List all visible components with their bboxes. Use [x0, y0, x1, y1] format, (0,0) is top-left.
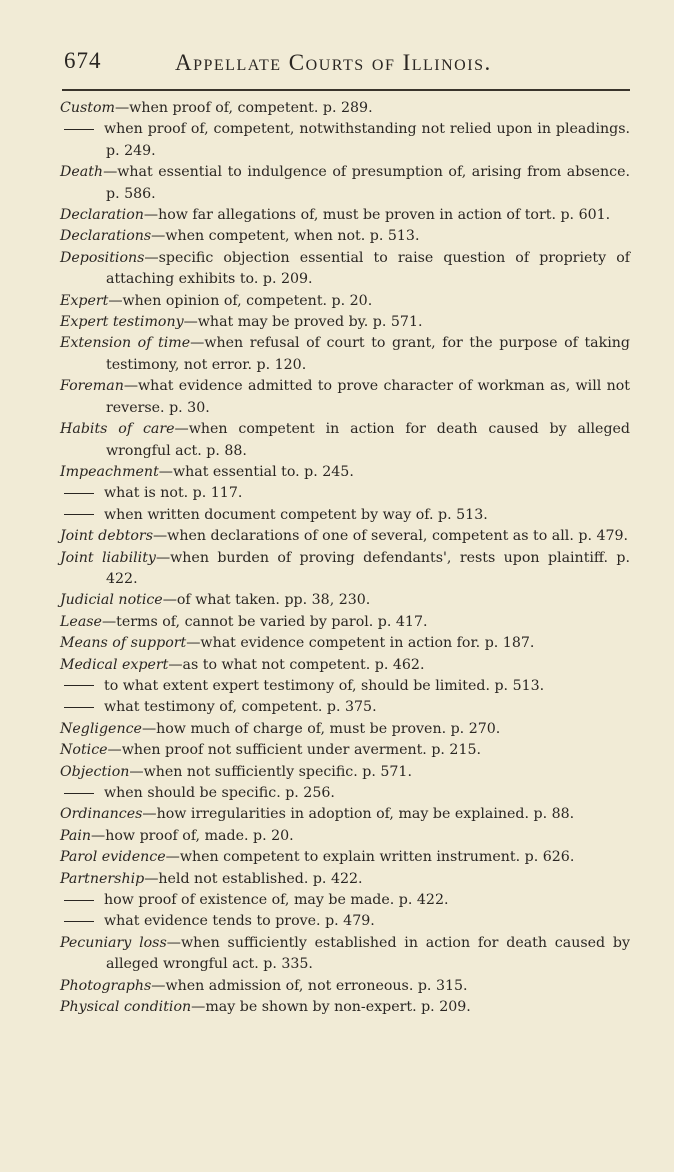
- entry-text: —when not sufficiently specific. p. 571.: [129, 763, 412, 780]
- index-entry: [60, 633, 630, 654]
- entry-term: Negligence: [60, 720, 142, 737]
- entry-text: —when proof of, competent. p. 289.: [114, 100, 373, 116]
- index-entry: [60, 333, 630, 376]
- entry-term: Lease: [60, 613, 102, 630]
- entry-term: Photographs: [60, 977, 152, 994]
- entry-term: Notice: [60, 742, 108, 759]
- entry-text: —how irregularities in adoption of, may be explained. p. 88.: [142, 806, 575, 823]
- entry-text: —when declarations of one of several, competent as to all. p. 479.: [152, 528, 629, 545]
- entry-text: —what may be proved by. p. 571.: [183, 314, 423, 331]
- entry-term: Means of support: [60, 635, 187, 652]
- entry-term: Expert: [60, 292, 109, 309]
- running-head: Appellate Courts of Illinois.: [175, 50, 492, 75]
- entry-term: Joint debtors: [60, 528, 153, 545]
- entry-term: Impeachment: [60, 463, 159, 480]
- repeat-dash: [64, 514, 94, 515]
- entry-text: —specific objection essential to raise question of propriety of attaching exhibits to. p. 209.: [106, 249, 630, 288]
- entry-text: what evidence tends to prove. p. 479.: [104, 913, 375, 930]
- index-entry: [60, 419, 630, 462]
- entry-text: —how far allegations of, must be proven in action of tort. p. 601.: [143, 207, 611, 224]
- entry-term: Medical expert: [60, 656, 169, 673]
- entry-term: Declaration: [60, 207, 144, 224]
- index-subentry: [60, 119, 630, 162]
- entry-term: Partnership: [60, 870, 145, 887]
- entry-text: —when competent, when not. p. 513.: [151, 228, 420, 245]
- entry-term: Custom: [60, 100, 115, 116]
- entry-text: —when admission of, not erroneous. p. 315.: [151, 977, 468, 994]
- entry-term: Habits of care: [60, 421, 175, 438]
- index-entry: [60, 462, 630, 483]
- entry-text: —of what taken. pp. 38, 230.: [162, 592, 371, 609]
- entry-text: —what evidence admitted to prove character of workman as, will not reverse. p. 30.: [106, 378, 630, 416]
- entry-text: —when proof not sufficient under averment. p. 215.: [107, 742, 482, 759]
- entry-term: Ordinances: [60, 806, 143, 823]
- page-number: 674: [64, 48, 102, 73]
- entry-term: Objection: [60, 763, 130, 780]
- repeat-dash: [64, 685, 94, 686]
- repeat-dash: [64, 793, 94, 794]
- entry-text: —what evidence competent in action for. p. 187.: [186, 635, 535, 652]
- entry-term: Judicial notice: [60, 592, 163, 609]
- entry-term: Joint liability: [60, 549, 156, 566]
- index-entry: [60, 719, 630, 740]
- index-entry: [60, 762, 630, 783]
- index-entry: [60, 526, 630, 547]
- entry-term: Declarations: [60, 228, 152, 245]
- entry-text: —as to what not competent. p. 462.: [168, 656, 425, 673]
- index-entry: [60, 205, 630, 226]
- entry-term: Pecuniary loss: [60, 934, 167, 951]
- index-subentry: [60, 505, 630, 526]
- index-subentry: [60, 911, 630, 932]
- index-entry: [60, 98, 630, 119]
- index-entry: [60, 655, 630, 676]
- entry-text: what testimony of, competent. p. 375.: [104, 699, 377, 716]
- entry-text: —what essential to. p. 245.: [158, 463, 354, 480]
- entry-text: what is not. p. 117.: [104, 485, 243, 502]
- index-entries: [60, 98, 630, 1018]
- entry-text: —may be shown by non-expert. p. 209.: [191, 999, 471, 1016]
- page-header: [64, 48, 624, 78]
- index-entry: [60, 548, 630, 591]
- header-rule: [62, 89, 630, 91]
- index-entry: [60, 226, 630, 247]
- index-entry: [60, 847, 630, 868]
- entry-term: Depositions: [60, 249, 145, 266]
- entry-text: —when competent in action for death caused by alleged wrongful act. p. 88.: [106, 421, 631, 459]
- entry-term: Extension of time: [60, 335, 191, 352]
- entry-term: Parol evidence: [60, 849, 166, 866]
- index-entry: [60, 826, 630, 847]
- entry-text: how proof of existence of, may be made. p. 422.: [104, 892, 449, 909]
- index-subentry: [60, 676, 630, 697]
- entry-text: to what extent expert testimony of, should be limited. p. 513.: [104, 677, 545, 694]
- entry-text: —how much of charge of, must be proven. p. 270.: [141, 720, 501, 737]
- index-entry: [60, 740, 630, 761]
- index-entry: [60, 804, 630, 825]
- entry-term: Foreman: [60, 378, 124, 395]
- index-entry: [60, 869, 630, 890]
- repeat-dash: [64, 707, 94, 708]
- index-entry: [60, 376, 630, 419]
- entry-text: when should be specific. p. 256.: [104, 785, 335, 801]
- index-entry: [60, 162, 630, 205]
- entry-text: —when burden of proving defendants', rests upon plaintiff. p. 422.: [106, 549, 631, 587]
- index-entry: [60, 312, 630, 333]
- repeat-dash: [64, 493, 94, 494]
- repeat-dash: [64, 900, 94, 901]
- entry-text: —when refusal of court to grant, for the purpose of taking testimony, not error. p. 120.: [106, 335, 630, 373]
- index-subentry: [60, 890, 630, 911]
- entry-text: —when sufficiently established in action for death caused by alleged wrongful act. p. 335.: [106, 934, 630, 973]
- index-entry: [60, 612, 630, 633]
- entry-text: when proof of, competent, notwithstanding not relied upon in pleadings. p. 249.: [104, 121, 630, 159]
- entry-term: Death: [60, 164, 104, 181]
- index-entry: [60, 976, 630, 997]
- entry-text: —what essential to indulgence of presumption of, arising from absence. p. 586.: [103, 164, 630, 202]
- entry-text: —terms of, cannot be varied by parol. p. 417.: [101, 613, 428, 630]
- entry-text: —how proof of, made. p. 20.: [91, 827, 294, 844]
- entry-term: Physical condition: [60, 999, 192, 1016]
- index-subentry: [60, 483, 630, 504]
- entry-term: Expert testimony: [60, 314, 184, 331]
- index-entry: [60, 933, 630, 976]
- repeat-dash: [64, 921, 94, 922]
- index-entry: [60, 291, 630, 312]
- repeat-dash: [64, 129, 94, 130]
- entry-text: —when competent to explain written instrument. p. 626.: [165, 849, 575, 866]
- entry-term: Pain: [60, 827, 92, 844]
- index-entry: [60, 248, 630, 291]
- entry-text: when written document competent by way of. p. 513.: [104, 506, 488, 523]
- index-subentry: [60, 783, 630, 804]
- entry-text: —when opinion of, competent. p. 20.: [108, 292, 373, 309]
- index-subentry: [60, 697, 630, 718]
- entry-text: —held not established. p. 422.: [144, 870, 363, 887]
- index-entry: [60, 590, 630, 611]
- index-entry: [60, 997, 630, 1018]
